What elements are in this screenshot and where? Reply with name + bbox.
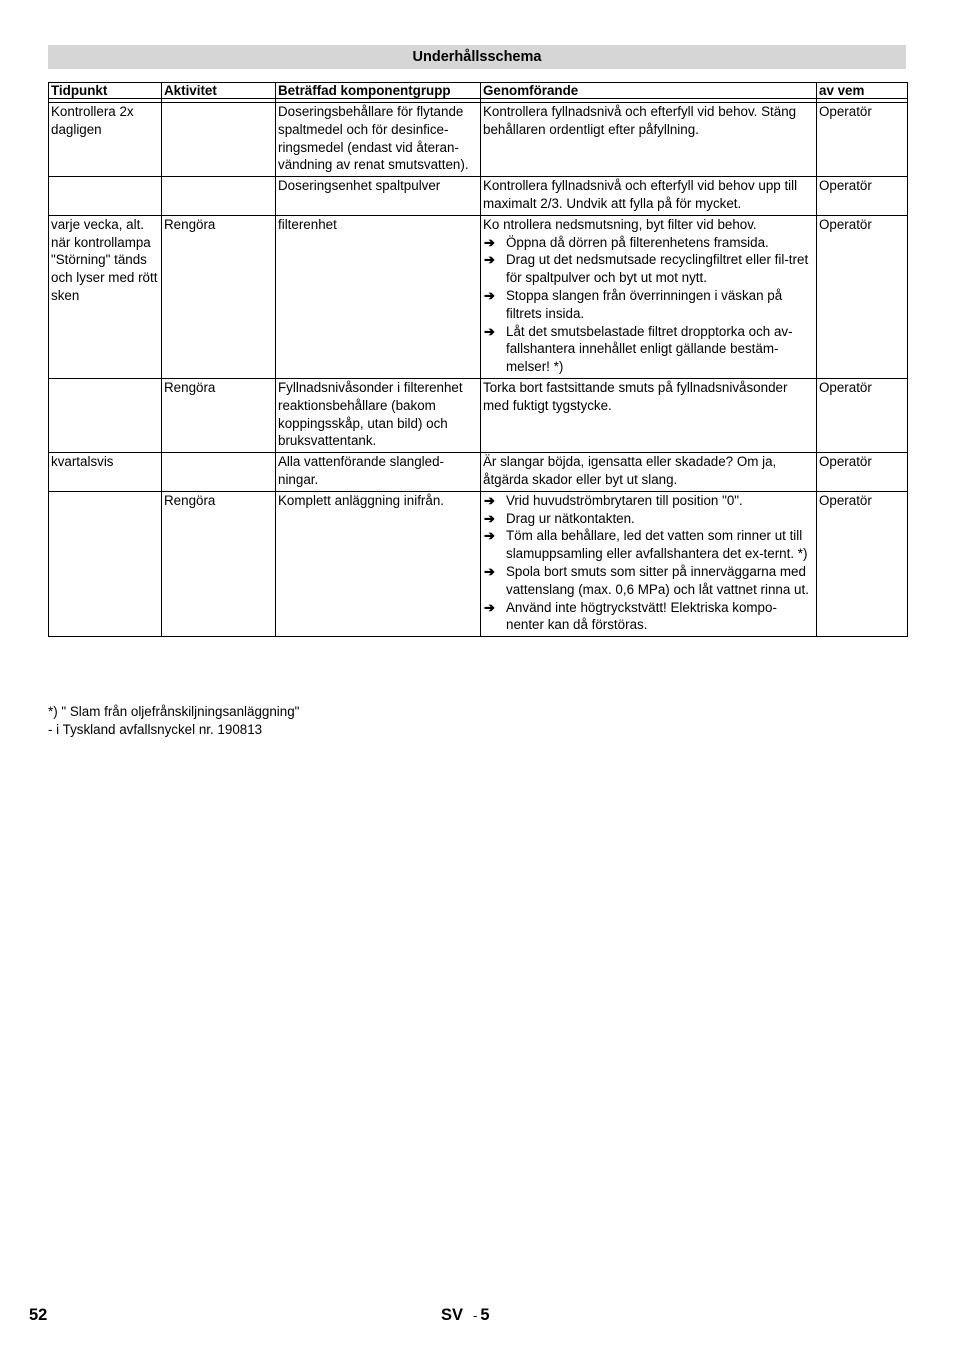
cell-tidpunkt	[49, 491, 162, 636]
cell-av-vem: Operatör	[817, 103, 908, 177]
right-arrow-icon: ➔	[484, 563, 495, 579]
page-number: 52	[29, 1306, 48, 1324]
step-text: Stoppa slangen från överrinningen i väskan på filtrets insida.	[506, 287, 783, 321]
cell-genomforande	[481, 215, 817, 378]
step-list	[483, 492, 814, 634]
cell-tidpunkt: varje vecka, alt. när kontrollampa "Störning" tänds och lyser med rött sken	[49, 215, 162, 378]
cell-genomforande: Kontrollera fyllnadsnivå och efterfyll vid behov upp till maximalt 2/3. Undvik att fylla på för mycket.	[481, 177, 817, 216]
step-item	[483, 234, 814, 252]
maintenance-schedule-table	[48, 82, 908, 637]
column-header: av vem	[817, 83, 908, 99]
cell-av-vem: Operatör	[817, 177, 908, 216]
footer-language-section	[441, 1306, 490, 1325]
right-arrow-icon: ➔	[484, 287, 495, 303]
cell-av-vem: Operatör	[817, 491, 908, 636]
step-list	[483, 234, 814, 376]
section-title: Underhållsschema	[48, 45, 906, 69]
column-header: Genomförande	[481, 83, 817, 99]
cell-komponent: Komplett anläggning inifrån.	[276, 491, 481, 636]
cell-av-vem: Operatör	[817, 215, 908, 378]
cell-komponent: Doseringsbehållare för flytande spaltmedel och för desinfice-ringsmedel (endast vid återan-vändning av renat smutsvatten).	[276, 103, 481, 177]
table-row	[49, 453, 908, 492]
step-text: Spola bort smuts som sitter på innerväggarna med vattenslang (max. 0,6 MPa) och låt vattnet rinna ut.	[506, 563, 809, 597]
cell-genomforande	[481, 491, 817, 636]
table-row	[49, 378, 908, 452]
right-arrow-icon: ➔	[484, 510, 495, 526]
language-code: SV	[441, 1306, 464, 1324]
cell-genomforande: Är slangar böjda, igensatta eller skadade? Om ja, åtgärda skador eller byt ut slang.	[481, 453, 817, 492]
step-text: Töm alla behållare, led det vatten som rinner ut till slamuppsamling eller avfallshantera det ex-ternt. *)	[506, 528, 808, 562]
footnote: - i Tyskland avfallsnyckel nr. 190813	[48, 721, 263, 737]
footnote: *) " Slam från oljefrånskiljningsanläggning"	[48, 704, 300, 719]
separator: -	[473, 1308, 478, 1323]
cell-tidpunkt	[49, 177, 162, 216]
step-item	[483, 323, 814, 376]
cell-komponent: Fyllnadsnivåsonder i filterenhet reaktionsbehållare (bakom koppingsskåp, utan bild) och bruksvattentank.	[276, 378, 481, 452]
cell-tidpunkt: kvartalsvis	[49, 453, 162, 492]
cell-aktivitet	[162, 453, 276, 492]
step-item	[483, 251, 814, 287]
step-text: Öppna då dörren på filterenhetens framsida.	[506, 234, 769, 250]
table-row	[49, 215, 908, 378]
cell-tidpunkt	[49, 378, 162, 452]
right-arrow-icon: ➔	[484, 492, 495, 508]
cell-tidpunkt: Kontrollera 2x dagligen	[49, 103, 162, 177]
table-row	[49, 103, 908, 177]
cell-aktivitet: Rengöra	[162, 215, 276, 378]
cell-komponent: Alla vattenförande slangled-ningar.	[276, 453, 481, 492]
cell-aktivitet: Rengöra	[162, 378, 276, 452]
column-header: Aktivitet	[162, 83, 276, 99]
column-header: Beträffad komponentgrupp	[276, 83, 481, 99]
cell-av-vem: Operatör	[817, 378, 908, 452]
step-item	[483, 563, 814, 599]
right-arrow-icon: ➔	[484, 599, 495, 615]
right-arrow-icon: ➔	[484, 234, 495, 250]
step-text: Använd inte högtryckstvätt! Elektriska kompo-nenter kan då förstöras.	[506, 599, 777, 633]
cell-aktivitet	[162, 103, 276, 177]
right-arrow-icon: ➔	[484, 528, 495, 544]
cell-komponent: Doseringsenhet spaltpulver	[276, 177, 481, 216]
step-text: Låt det smutsbelastade filtret dropptorka och av-fallshantera innehållet enligt gällande bestäm-melser! *)	[506, 323, 793, 375]
step-text: Drag ut det nedsmutsade recyclingfiltret eller fil-tret för spaltpulver och byt ut mot nytt.	[506, 252, 809, 286]
cell-aktivitet: Rengöra	[162, 491, 276, 636]
step-text: Drag ur nätkontakten.	[506, 510, 635, 526]
right-arrow-icon: ➔	[484, 323, 495, 339]
cell-genomforande: Kontrollera fyllnadsnivå och efterfyll vid behov. Stäng behållaren ordentligt efter påfyllning.	[481, 103, 817, 177]
cell-komponent: filterenhet	[276, 215, 481, 378]
step-item	[483, 287, 814, 323]
table-row	[49, 491, 908, 636]
cell-av-vem: Operatör	[817, 453, 908, 492]
column-header: Tidpunkt	[49, 83, 162, 99]
cell-aktivitet	[162, 177, 276, 216]
step-text: Vrid huvudströmbrytaren till position "0".	[506, 492, 743, 508]
step-item	[483, 599, 814, 635]
genomforande-intro: Ko ntrollera nedsmutsning, byt filter vid behov.	[483, 216, 757, 232]
step-item	[483, 492, 814, 510]
step-item	[483, 527, 814, 563]
section-number: 5	[480, 1306, 490, 1324]
footnotes	[48, 703, 299, 738]
table-header-row	[49, 83, 908, 99]
cell-genomforande: Torka bort fastsittande smuts på fyllnadsnivåsonder med fuktigt tygstycke.	[481, 378, 817, 452]
right-arrow-icon: ➔	[484, 252, 495, 268]
table-row	[49, 177, 908, 216]
step-item	[483, 510, 814, 528]
